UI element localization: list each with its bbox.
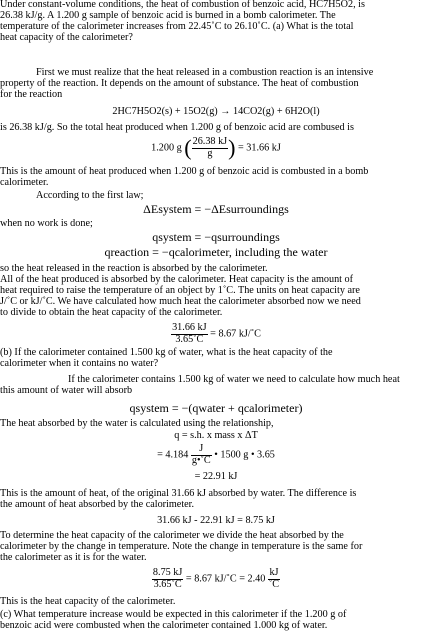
equation-q-water: qsystem = −(qwater + qcalorimeter) xyxy=(129,401,303,415)
text-line: 26.38 kJ/g. A 1.200 g sample of benzoic acid is burned in a bomb calorimeter. The xyxy=(0,10,336,21)
text-line: heat required to raise the temperature of an object by 1˚C. The units on heat capacity are xyxy=(0,285,360,296)
equation-difference: 31.66 kJ - 22.91 kJ = 8.75 kJ xyxy=(157,515,275,526)
text-line: This is the heat capacity of the calorimeter. xyxy=(0,596,176,607)
equation-q-reaction: qreaction = −qcalorimeter, including the water xyxy=(104,245,328,259)
eq-pre: 1.200 g xyxy=(151,142,182,154)
fraction xyxy=(171,323,208,345)
fraction-denominator: 3.65˚C xyxy=(153,578,182,590)
text-line: Under constant-volume conditions, the heat of combustion of benzoic acid, HC7H5O2, is xyxy=(0,0,365,10)
fraction-denominator: 3.65˚C xyxy=(175,333,204,345)
text-line: (c) What temperature increase would be expected in this calorimeter if the 1.200 g of xyxy=(0,609,347,620)
equation-calorimeter-capacity xyxy=(0,568,432,590)
fraction-numerator: 31.66 kJ xyxy=(172,322,207,333)
text-line: First we must realize that the heat released in a combustion reaction is an intensive xyxy=(36,67,374,78)
text-line: calorimeter. xyxy=(0,177,49,188)
text-line: this amount of water will absorb xyxy=(0,385,133,396)
text-line: calorimeter by the change in temperature. Note the change in temperature is the same for xyxy=(0,541,363,552)
text-line: the amount of heat absorbed by the calorimeter. xyxy=(0,499,195,510)
text-line: All of the heat produced is absorbed by the calorimeter. Heat capacity is the amount of xyxy=(0,274,354,285)
eq-post: = 31.66 kJ xyxy=(238,142,281,154)
fraction xyxy=(191,444,212,466)
text-line: benzoic acid were combusted when the calorimeter contained 1.000 kg of water. xyxy=(0,620,328,631)
eq-mid: = 8.67 kJ/˚C = 2.40 xyxy=(185,573,266,585)
fraction xyxy=(192,137,229,159)
paren-open: ( xyxy=(184,134,192,160)
text-line: when no work is done; xyxy=(0,218,93,229)
fraction-denominator: g xyxy=(207,147,213,159)
text-line: If the calorimeter contains 1.500 kg of water we need to calculate how much heat xyxy=(68,374,400,385)
eq-post: • 1500 g • 3.65 xyxy=(214,449,275,461)
text-line: for the reaction xyxy=(0,89,63,100)
eq-post: = 8.67 kJ/˚C xyxy=(210,328,261,340)
text-line: temperature of the calorimeter increases from 22.45˚C to 26.10˚C. (a) What is the total xyxy=(0,21,354,32)
fraction-numerator: kJ xyxy=(269,567,279,578)
text-line: To determine the heat capacity of the calorimeter we divide the heat absorbed by the xyxy=(0,530,344,541)
fraction-numerator: 26.38 kJ xyxy=(192,136,228,147)
fraction-denominator: ˚C xyxy=(268,578,280,590)
text-line: J/˚C or kJ/˚C. We have calculated how much heat the calorimeter absorbed now we need xyxy=(0,296,361,307)
equation-total-heat xyxy=(0,134,432,160)
text-line: (b) If the calorimeter contained 1.500 kg of water, what is the heat capacity of the xyxy=(0,347,333,358)
equation-first-law: ΔEsystem = −ΔEsurroundings xyxy=(143,202,289,216)
text-line: so the heat released in the reaction is absorbed by the calorimeter. xyxy=(0,263,268,274)
text-line: This is the amount of heat, of the original 31.66 kJ absorbed by water. The difference is xyxy=(0,488,357,499)
equation-heat-capacity xyxy=(0,323,432,345)
eq-pre: = 4.184 xyxy=(157,449,189,461)
text-line: The heat absorbed by the water is calculated using the relationship, xyxy=(0,418,274,429)
text-line: to divide to obtain the heat capacity of the calorimeter. xyxy=(0,307,223,318)
text-line: property of the reaction. It depends on the amount of substance. The heat of combustion xyxy=(0,78,359,89)
text-line: This is the amount of heat produced when 1.200 g of benzoic acid is combusted in a bomb xyxy=(0,166,369,177)
fraction-numerator: 8.75 kJ xyxy=(152,567,183,578)
text-line: the calorimeter as it is for the water. xyxy=(0,552,147,563)
paren-close: ) xyxy=(228,134,236,160)
text-line: calorimeter when it contains no water? xyxy=(0,358,159,369)
text-line: is 26.38 kJ/g. So the total heat produced when 1.200 g of benzoic acid are combused is xyxy=(0,122,354,133)
text-line: According to the first law; xyxy=(36,190,144,201)
fraction xyxy=(152,568,183,590)
equation-water-heat xyxy=(0,444,432,466)
reaction-equation: 2HC7H5O2(s) + 15O2(g) → 14CO2(g) + 6H2O(l) xyxy=(112,106,320,117)
text-line: heat capacity of the calorimeter? xyxy=(0,32,133,43)
fraction xyxy=(268,568,280,590)
equation-specific-heat: q = s.h. x mass x ΔT xyxy=(174,430,258,441)
equation-q-system: qsystem = −qsurroundings xyxy=(152,230,280,244)
equation-result: = 22.91 kJ xyxy=(194,471,238,482)
fraction-numerator: J xyxy=(191,444,212,456)
fraction-denominator: g•˚C xyxy=(191,454,211,466)
